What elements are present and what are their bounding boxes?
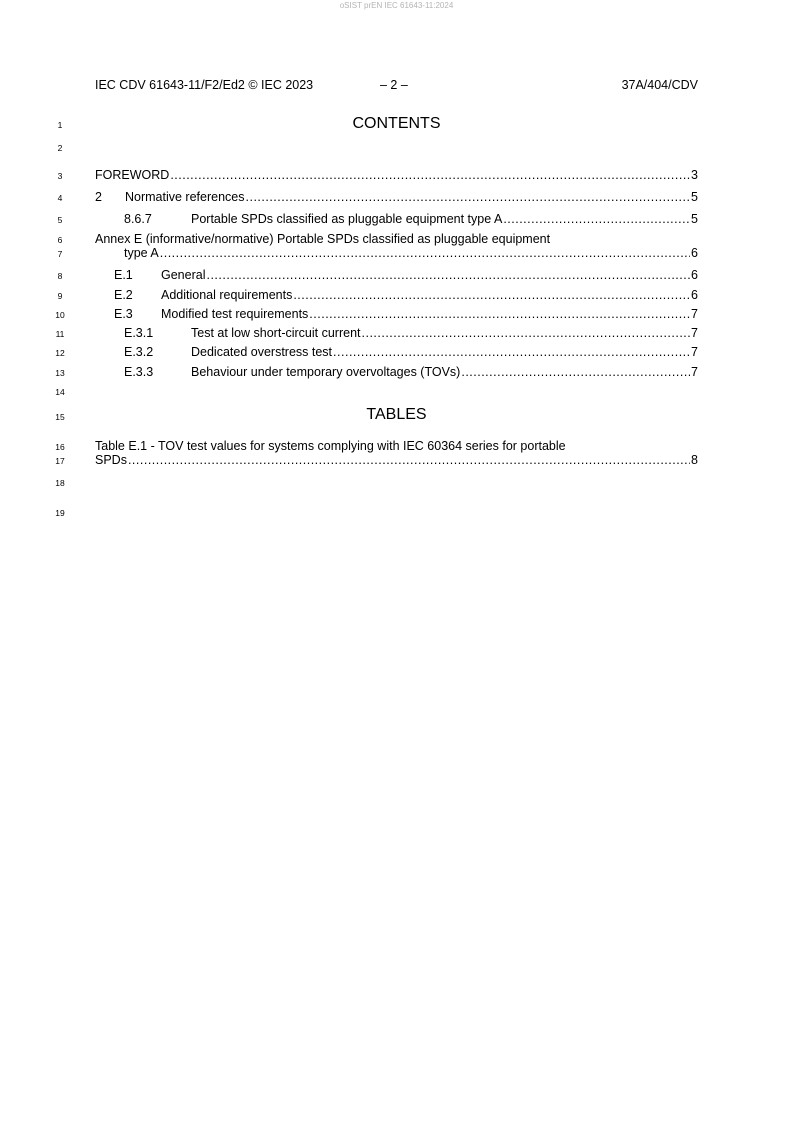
toc-entry-text: General [161,268,206,282]
contents-title: CONTENTS [352,115,441,132]
toc-entry-number: E.1 [114,268,133,282]
leader-dots [333,344,690,360]
toc-entry-number: E.3.2 [124,345,154,359]
line-number: 7 [57,249,63,259]
line-number: 12 [55,348,65,358]
tables-title: TABLES [366,406,427,423]
toc-entry-page: 7 [691,345,698,359]
toc-entry-annex-e[interactable] [124,245,698,261]
toc-entry-e3[interactable] [114,306,698,322]
toc-entry-normative-references[interactable] [95,189,698,205]
toc-entry-page: 7 [691,307,698,321]
toc-entry-text: FOREWORD [95,168,170,182]
toc-entry-page: 7 [691,326,698,340]
leader-dots [309,306,690,322]
toc-entry-number: E.2 [114,288,133,302]
toc-entry-text: Portable SPDs classified as pluggable equipment type A [191,212,503,226]
leader-dots [170,167,690,183]
toc-entry-page: 7 [691,365,698,379]
line-number: 1 [57,120,63,130]
leader-dots [293,287,690,303]
toc-entry-number: 2 [95,190,102,204]
toc-entry-e3-2[interactable] [124,344,698,360]
toc-entry-number: E.3.1 [124,326,154,340]
table-entry-e1-title[interactable]: Table E.1 - TOV test values for systems complying with IEC 60364 series for portable [95,439,566,453]
toc-entry-page: 6 [691,268,698,282]
toc-entry-e2[interactable] [114,287,698,303]
line-number: 4 [57,193,63,203]
toc-entry-page: 3 [691,168,698,182]
header-reference: 37A/404/CDV [621,78,698,92]
toc-entry-page: 6 [691,288,698,302]
line-number: 19 [55,508,65,518]
line-number: 8 [57,271,63,281]
line-number: 10 [55,310,65,320]
line-number: 13 [55,368,65,378]
toc-entry-page: 5 [691,212,698,226]
leader-dots [461,364,690,380]
toc-entry-number: E.3.3 [124,365,154,379]
leader-dots [128,452,690,468]
leader-dots [206,267,690,283]
table-entry-e1[interactable] [95,452,698,468]
leader-dots [362,325,691,341]
line-number: 6 [57,235,63,245]
toc-entry-foreword[interactable] [95,167,698,183]
toc-entry-text: SPDs [95,453,127,467]
toc-entry-page: 6 [691,246,698,260]
toc-entry-number: 8.6.7 [124,212,152,226]
toc-entry-text: type A [124,246,159,260]
line-number: 15 [55,412,65,422]
toc-entry-text: Normative references [125,190,245,204]
line-number: 11 [55,329,65,339]
leader-dots [246,189,691,205]
line-number: 2 [57,143,63,153]
leader-dots [503,211,690,227]
toc-entry-text: Test at low short-circuit current [191,326,361,340]
leader-dots [160,245,690,261]
toc-entry-e3-3[interactable] [124,364,698,380]
watermark: oSIST prEN IEC 61643-11:2024 [339,1,454,10]
line-number: 9 [57,291,63,301]
toc-entry-text: Additional requirements [161,288,293,302]
page-header [95,77,698,93]
toc-entry-8-6-7[interactable] [124,211,698,227]
toc-entry-e1[interactable] [114,267,698,283]
toc-entry-page: 8 [691,453,698,467]
header-page-number: – 2 – [380,78,408,92]
line-number: 18 [55,478,65,488]
toc-entry-annex-e-title[interactable]: Annex E (informative/normative) Portable SPDs classified as pluggable equipment [95,232,551,246]
line-number: 17 [55,456,65,466]
line-number: 14 [55,387,65,397]
line-number: 3 [57,171,63,181]
toc-entry-text: Dedicated overstress test [191,345,333,359]
toc-entry-text: Behaviour under temporary overvoltages (TOVs) [191,365,461,379]
line-number: 16 [55,442,65,452]
line-number: 5 [57,215,63,225]
toc-entry-text: Modified test requirements [161,307,309,321]
toc-entry-e3-1[interactable] [124,325,698,341]
toc-entry-number: E.3 [114,307,133,321]
toc-entry-page: 5 [691,190,698,204]
header-document-id: IEC CDV 61643-11/F2/Ed2 © IEC 2023 [95,78,314,92]
